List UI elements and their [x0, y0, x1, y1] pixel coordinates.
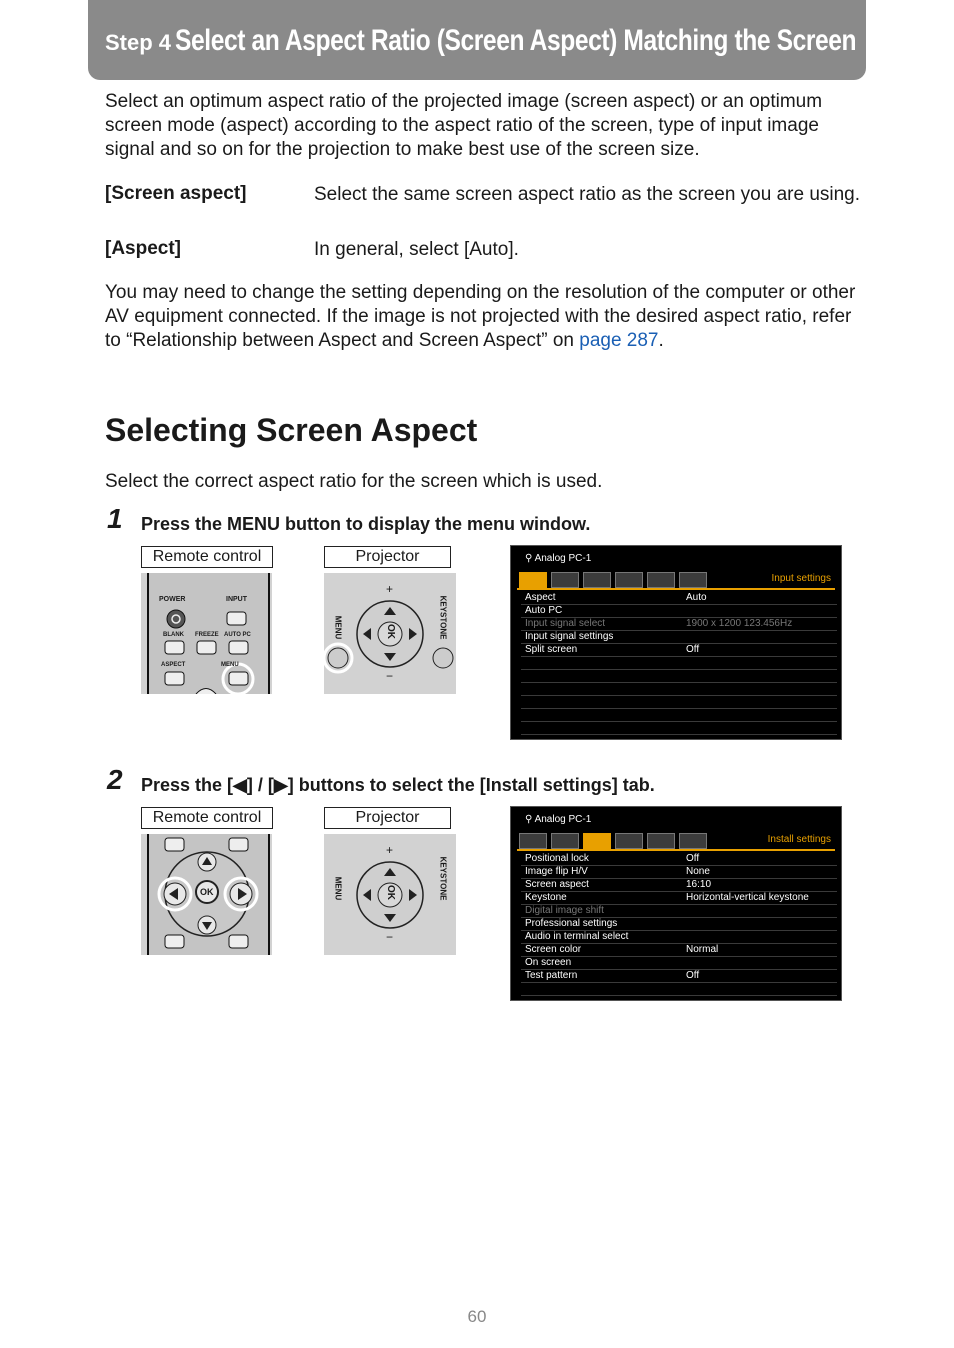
osd-row-value: 16:10: [686, 879, 712, 890]
osd-tab-title: Install settings: [767, 834, 831, 845]
step-number-2: 2: [107, 764, 123, 795]
input-icon: ⚲: [525, 553, 533, 564]
step-2-text-pre: Press the [: [141, 775, 234, 795]
menu-label: MENU: [221, 662, 239, 668]
osd-row-key: On screen: [525, 957, 572, 968]
step-1-instruction: Press the MENU button to display the menu window.: [141, 514, 591, 534]
osd-row-key: Positional lock: [525, 853, 589, 864]
osd-empty-row: [521, 708, 837, 722]
intro-paragraph: Select an optimum aspect ratio of the projected image (screen aspect) or an optimum screen mode (aspect) according to the aspect ratio of the screen, type of input image signal and so on for the projection to make best use of the screen size.: [105, 91, 823, 160]
vol-plus-label: +: [386, 582, 394, 596]
osd-row-key: Screen color: [525, 944, 582, 955]
input-icon: ⚲: [525, 814, 533, 825]
osd-row-key: Input signal settings: [525, 631, 614, 642]
step-number-1: 1: [107, 503, 123, 534]
osd-row[interactable]: [521, 930, 837, 944]
osd-row-value: 1900 x 1200 123.456Hz: [686, 618, 793, 629]
aspect-label: ASPECT: [161, 662, 186, 668]
projector-label: Projector: [324, 807, 451, 829]
input-label: INPUT: [226, 596, 247, 603]
desc-screen-aspect: Select the same screen aspect ratio as the screen you are using.: [314, 184, 861, 205]
osd-tab-underline: [517, 849, 835, 851]
vol-plus-label: +: [386, 843, 394, 857]
osd-row-value: Normal: [686, 944, 719, 955]
auto-pc-label: AUTO PC: [224, 632, 251, 638]
osd-row[interactable]: [521, 865, 837, 879]
osd-source-label: Analog PC-1: [534, 814, 592, 825]
note-text: You may need to change the setting depending on the resolution of the computer or other AV equipment connected. If the image is not projected with the desired aspect ratio, refer to “Relationship between Aspect and Screen Aspect” on: [105, 282, 856, 351]
page-title: Select an Aspect Ratio (Screen Aspect) Matching the Screen: [175, 24, 857, 57]
osd-row-key: Audio in terminal select: [525, 931, 629, 942]
osd-row[interactable]: [521, 956, 837, 970]
projector-panel-image: [324, 834, 456, 955]
menu-screen-input-settings: [510, 545, 842, 740]
tab-info[interactable]: [679, 572, 707, 588]
osd-row-value: Auto: [686, 592, 707, 603]
osd-row-value: None: [686, 866, 710, 877]
osd-empty-row: [521, 669, 837, 683]
osd-row[interactable]: [521, 943, 837, 957]
osd-row[interactable]: [521, 969, 837, 983]
osd-row: [521, 904, 837, 918]
tab-info[interactable]: [679, 833, 707, 849]
step-2-instruction: [141, 775, 655, 796]
osd-row-key: Input signal select: [525, 618, 606, 629]
term-screen-aspect: [Screen aspect]: [105, 183, 247, 204]
osd-row[interactable]: [521, 591, 837, 605]
osd-source: [525, 814, 591, 825]
step-2-text-post: ] buttons to select the [Install settings] tab.: [287, 775, 655, 795]
page-header: [105, 24, 954, 58]
osd-row-key: Professional settings: [525, 918, 618, 929]
osd-row[interactable]: [521, 643, 837, 657]
vol-minus-label: −: [386, 669, 394, 683]
tab-network[interactable]: [647, 833, 675, 849]
tab-system[interactable]: [615, 572, 643, 588]
remote-control-image: [141, 834, 272, 955]
tab-install[interactable]: [583, 833, 611, 849]
osd-tab-title: Input settings: [771, 573, 831, 584]
tab-image[interactable]: [551, 833, 579, 849]
osd-row[interactable]: [521, 917, 837, 931]
remote-control-label: Remote control: [141, 546, 273, 568]
remote-control-label: Remote control: [141, 807, 273, 829]
step-2-text-mid: ] / [: [246, 775, 274, 795]
projector-panel-image: [324, 573, 456, 694]
note-end: .: [658, 330, 664, 351]
power-label: POWER: [159, 596, 186, 603]
osd-row-value: Off: [686, 644, 700, 655]
osd-row-key: Test pattern: [525, 970, 578, 981]
osd-row-value: Horizontal-vertical keystone: [686, 892, 809, 903]
menu-key-label: MENU: [333, 876, 343, 901]
left-arrow-icon: ◀: [233, 775, 247, 795]
ok-label: OK: [385, 624, 396, 639]
osd-row-key: Screen aspect: [525, 879, 589, 890]
keystone-key-label: KEYSTONE: [438, 856, 448, 901]
osd-empty-row: [521, 682, 837, 696]
tab-install[interactable]: [583, 572, 611, 588]
osd-empty-row: [521, 656, 837, 670]
tab-image[interactable]: [551, 572, 579, 588]
step-label: Step 4: [105, 30, 172, 55]
keystone-key-label: KEYSTONE: [438, 595, 448, 640]
osd-row-key: Auto PC: [525, 605, 563, 616]
osd-row[interactable]: [521, 891, 837, 905]
remote-control-image: [141, 573, 272, 694]
osd-row-key: Split screen: [525, 644, 578, 655]
menu-key-label: MENU: [333, 615, 343, 640]
section-description: Select the correct aspect ratio for the screen which is used.: [105, 471, 603, 492]
note-paragraph: [105, 281, 865, 353]
tab-aspect[interactable]: [519, 572, 547, 588]
osd-empty-row: [521, 721, 837, 735]
ok-label: OK: [200, 887, 214, 897]
page-link[interactable]: page 287: [579, 330, 659, 351]
osd-row[interactable]: [521, 852, 837, 866]
term-aspect: [Aspect]: [105, 238, 182, 259]
osd-row[interactable]: [521, 878, 837, 892]
osd-row-key: Image flip H/V: [525, 866, 588, 877]
osd-row: [521, 617, 837, 631]
osd-empty-row: [521, 982, 837, 996]
osd-empty-row: [521, 695, 837, 709]
osd-source-label: Analog PC-1: [534, 553, 592, 564]
osd-row-key: Aspect: [525, 592, 556, 603]
tab-network[interactable]: [647, 572, 675, 588]
projector-label: Projector: [324, 546, 451, 568]
section-title: Selecting Screen Aspect: [105, 412, 478, 448]
menu-screen-install-settings: [510, 806, 842, 1001]
freeze-label: FREEZE: [195, 632, 219, 638]
blank-label: BLANK: [163, 632, 184, 638]
osd-row-key: Keystone: [525, 892, 567, 903]
osd-row[interactable]: [521, 604, 837, 618]
page-number: 60: [467, 1307, 487, 1326]
right-arrow-icon: ▶: [273, 775, 288, 795]
tab-aspect[interactable]: [519, 833, 547, 849]
osd-row-key: Digital image shift: [525, 905, 604, 916]
vol-minus-label: −: [386, 930, 394, 944]
ok-label: OK: [385, 885, 396, 900]
osd-row[interactable]: [521, 630, 837, 644]
osd-row-value: Off: [686, 853, 700, 864]
osd-tab-underline: [517, 588, 835, 590]
tab-system[interactable]: [615, 833, 643, 849]
osd-source: [525, 553, 591, 564]
osd-row-value: Off: [686, 970, 700, 981]
desc-aspect: In general, select [Auto].: [314, 239, 519, 260]
